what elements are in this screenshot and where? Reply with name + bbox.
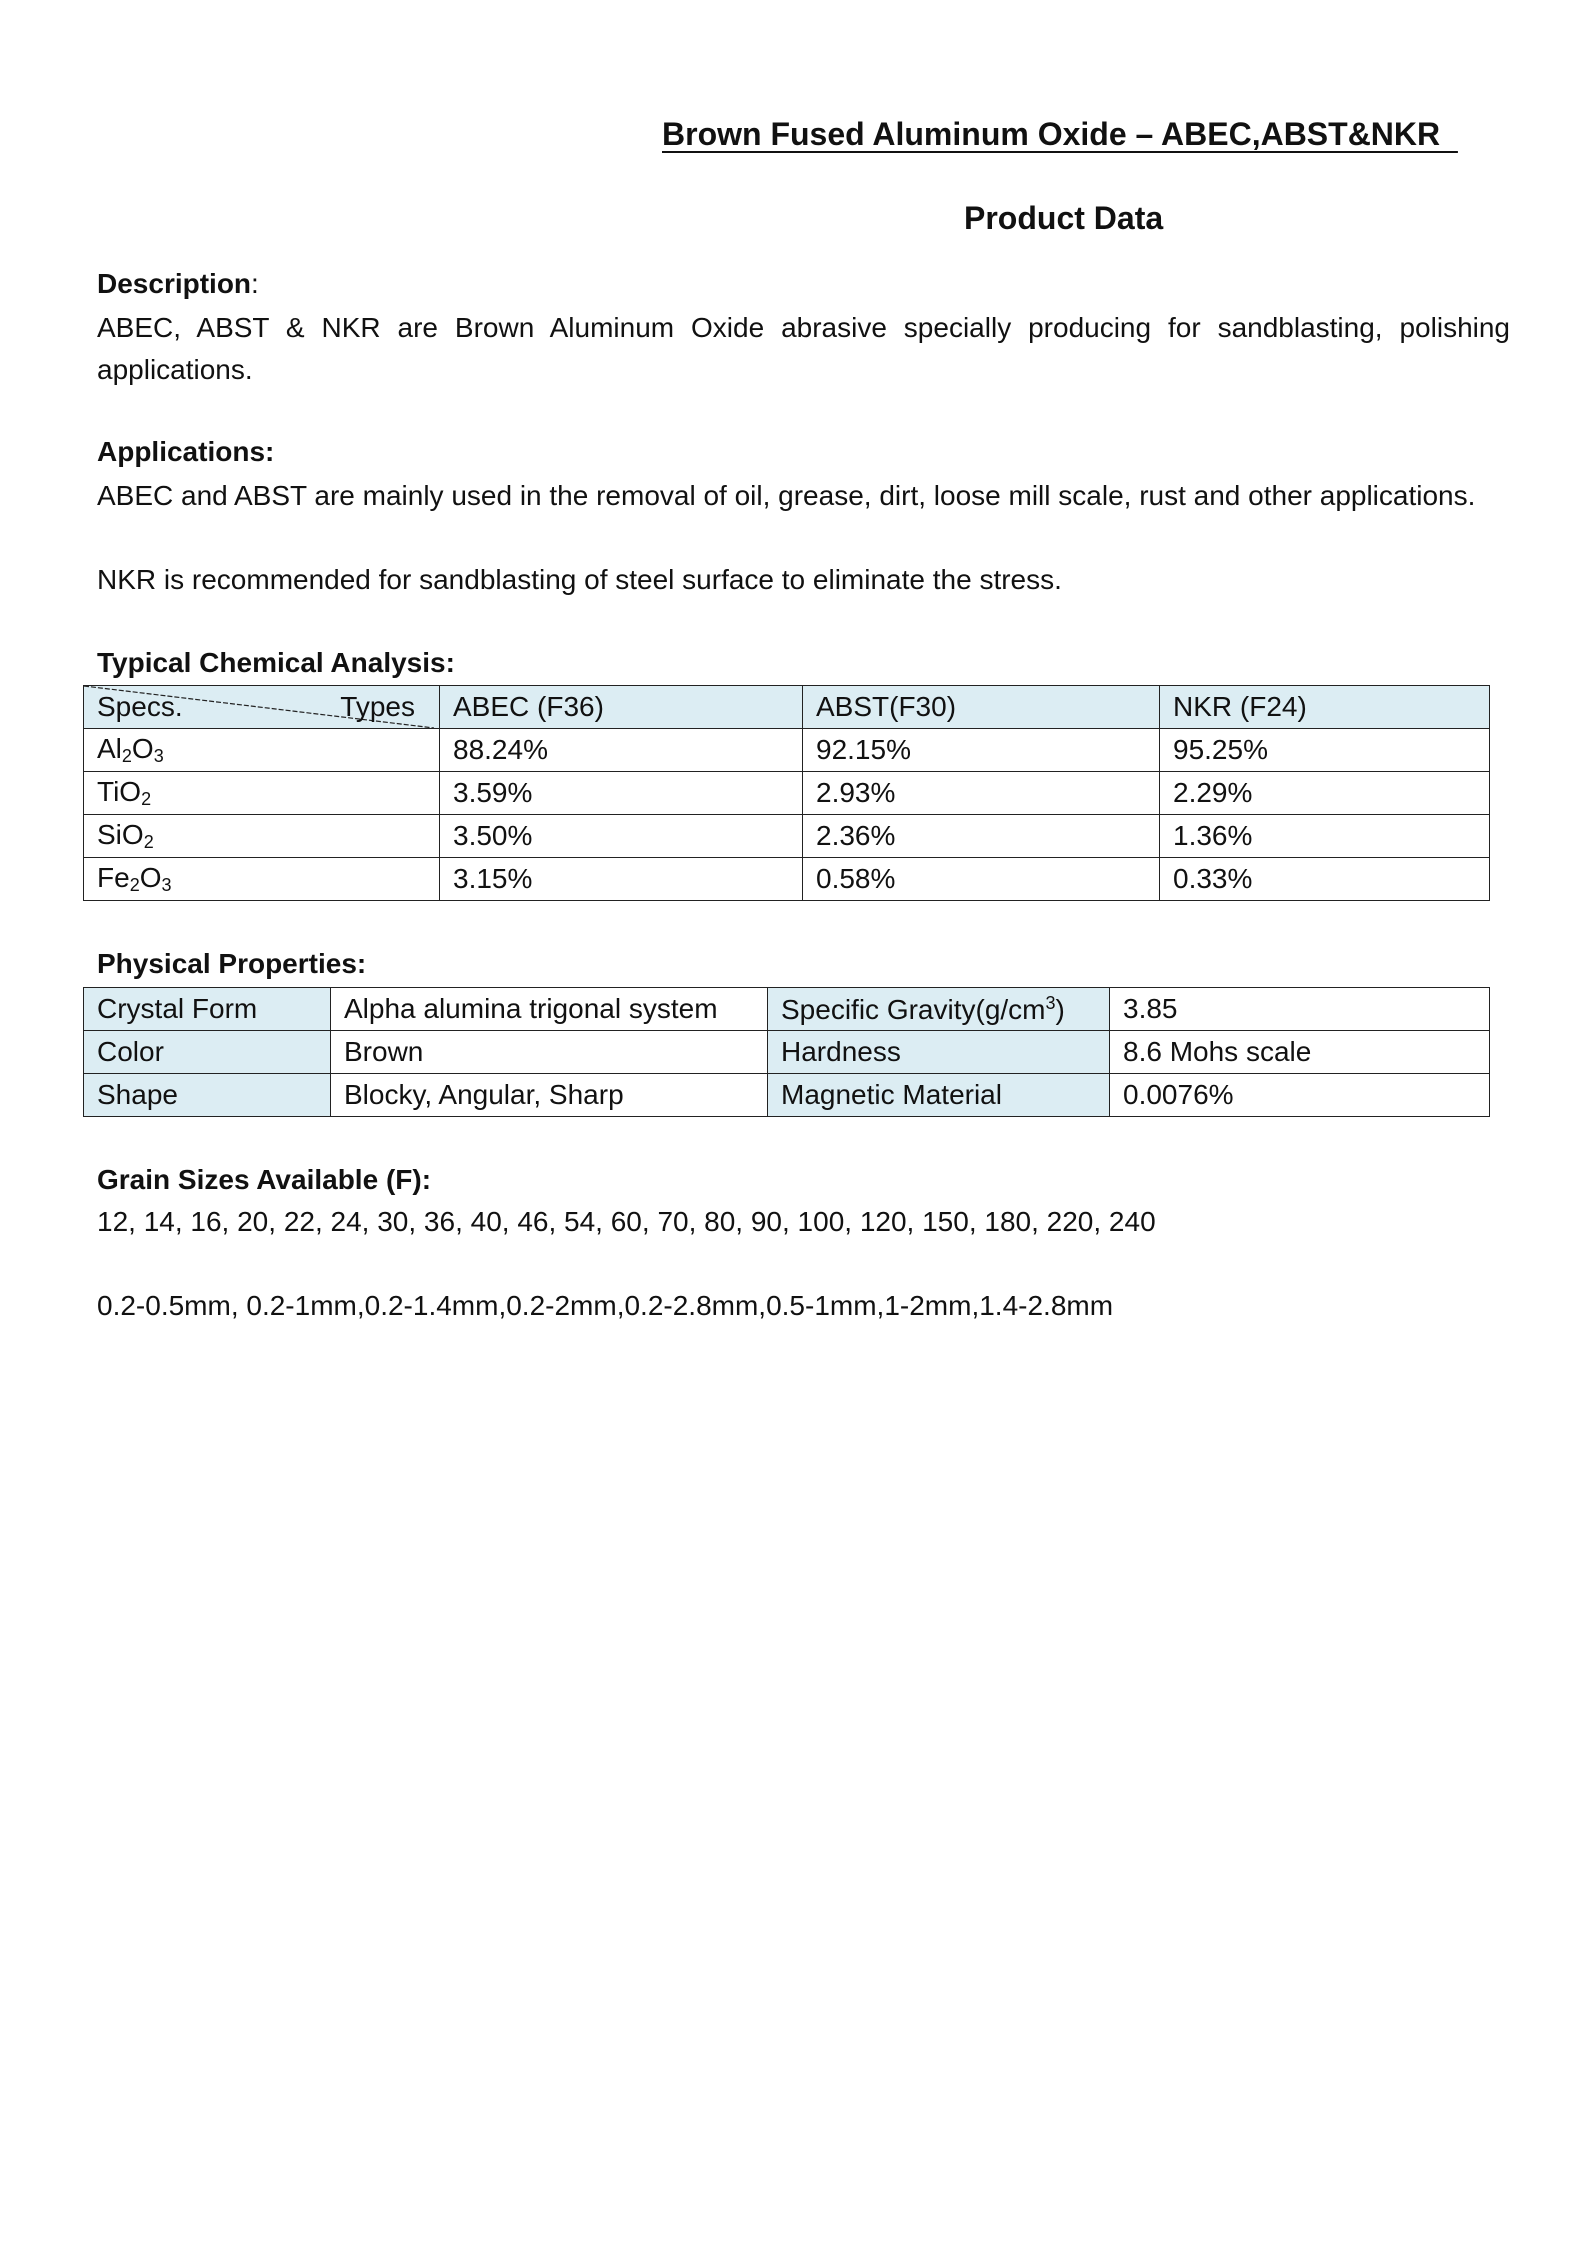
value-cell: 2.36%	[803, 815, 1160, 858]
property-label-cell: Crystal Form	[84, 988, 331, 1031]
column-header-nkr: NKR (F24)	[1160, 686, 1490, 729]
applications-text-1: ABEC and ABST are mainly used in the removal of oil, grease, dirt, loose mill scale, rust and other applications.	[97, 480, 1476, 511]
value-cell: 1.36%	[1160, 815, 1490, 858]
chemical-row-fe2o3	[84, 858, 1490, 901]
description-heading	[97, 268, 259, 300]
corner-specs-label: Specs.	[97, 691, 183, 722]
grain-sizes-mm: 0.2-0.5mm, 0.2-1mm,0.2-1.4mm,0.2-2mm,0.2-2.8mm,0.5-1mm,1-2mm,1.4-2.8mm	[97, 1290, 1114, 1321]
value-cell: 3.59%	[440, 772, 803, 815]
chemical-row-al2o3	[84, 729, 1490, 772]
formula-part: SiO	[97, 819, 144, 850]
value-cell: 3.15%	[440, 858, 803, 901]
grain-heading: Grain Sizes Available (F):	[97, 1164, 432, 1195]
document-subtitle: Product Data	[964, 200, 1164, 236]
chemical-row-sio2	[84, 815, 1490, 858]
value-cell: 0.58%	[803, 858, 1160, 901]
description-text: ABEC, ABST & NKR are Brown Aluminum Oxide abrasive specially producing for sandblasting, polishing applications.	[97, 312, 1510, 385]
chemical-heading: Typical Chemical Analysis:	[97, 647, 455, 678]
formula-part: O	[139, 862, 162, 893]
corner-types-label: Types	[340, 691, 415, 722]
value-cell: 2.93%	[803, 772, 1160, 815]
specs-types-corner-cell	[84, 686, 440, 729]
value-cell: 0.33%	[1160, 858, 1490, 901]
formula-cell	[84, 815, 440, 858]
value-cell: 88.24%	[440, 729, 803, 772]
formula-cell	[84, 729, 440, 772]
property-value-cell: 8.6 Mohs scale	[1110, 1031, 1490, 1074]
formula-part: TiO	[97, 776, 142, 807]
value-cell: 95.25%	[1160, 729, 1490, 772]
physical-row-crystal	[84, 988, 1490, 1031]
formula-cell	[84, 772, 440, 815]
column-header-abec: ABEC (F36)	[440, 686, 803, 729]
property-label-cell: Shape	[84, 1074, 331, 1117]
value-cell: 92.15%	[803, 729, 1160, 772]
formula-part: O	[131, 733, 154, 764]
grain-sizes-list: 12, 14, 16, 20, 22, 24, 30, 36, 40, 46, 54, 60, 70, 80, 90, 100, 120, 150, 180, 220, 240	[97, 1206, 1156, 1237]
formula-cell	[84, 858, 440, 901]
formula-subscript: 2	[143, 832, 154, 852]
formula-subscript: 2	[121, 746, 132, 766]
description-heading-text: Description	[97, 268, 252, 299]
property-value-cell: 0.0076%	[1110, 1074, 1490, 1117]
property-label-cell: Color	[84, 1031, 331, 1074]
property-value-cell: Blocky, Angular, Sharp	[331, 1074, 768, 1117]
document-title: Brown Fused Aluminum Oxide – ABEC,ABST&NKR	[662, 116, 1458, 152]
formula-subscript: 2	[141, 789, 152, 809]
value-cell: 3.50%	[440, 815, 803, 858]
formula-subscript: 3	[161, 875, 172, 895]
property-label-cell: Magnetic Material	[768, 1074, 1110, 1117]
physical-properties-table	[83, 987, 1490, 1117]
physical-row-shape	[84, 1074, 1490, 1117]
property-label-cell: Hardness	[768, 1031, 1110, 1074]
chemical-analysis-table	[83, 685, 1490, 901]
chemical-header-row	[84, 686, 1490, 729]
column-header-abst: ABST(F30)	[803, 686, 1160, 729]
description-heading-colon: :	[251, 268, 259, 299]
property-label-tail: )	[1055, 993, 1065, 1025]
chemical-row-tio2	[84, 772, 1490, 815]
property-value-cell: Brown	[331, 1031, 768, 1074]
property-value-cell: 3.85	[1110, 988, 1490, 1031]
applications-text-2: NKR is recommended for sandblasting of steel surface to eliminate the stress.	[97, 564, 1062, 595]
formula-subscript: 2	[129, 875, 140, 895]
formula-part: Fe	[97, 862, 130, 893]
unit-superscript: 3	[1045, 992, 1056, 1013]
applications-heading: Applications:	[97, 436, 275, 467]
property-label-cell	[768, 988, 1110, 1031]
physical-row-color	[84, 1031, 1490, 1074]
property-value-cell: Alpha alumina trigonal system	[331, 988, 768, 1031]
formula-part: Al	[97, 733, 122, 764]
value-cell: 2.29%	[1160, 772, 1490, 815]
formula-subscript: 3	[153, 746, 164, 766]
physical-heading: Physical Properties:	[97, 948, 367, 979]
property-label-text: Specific Gravity(g/cm	[781, 993, 1046, 1025]
